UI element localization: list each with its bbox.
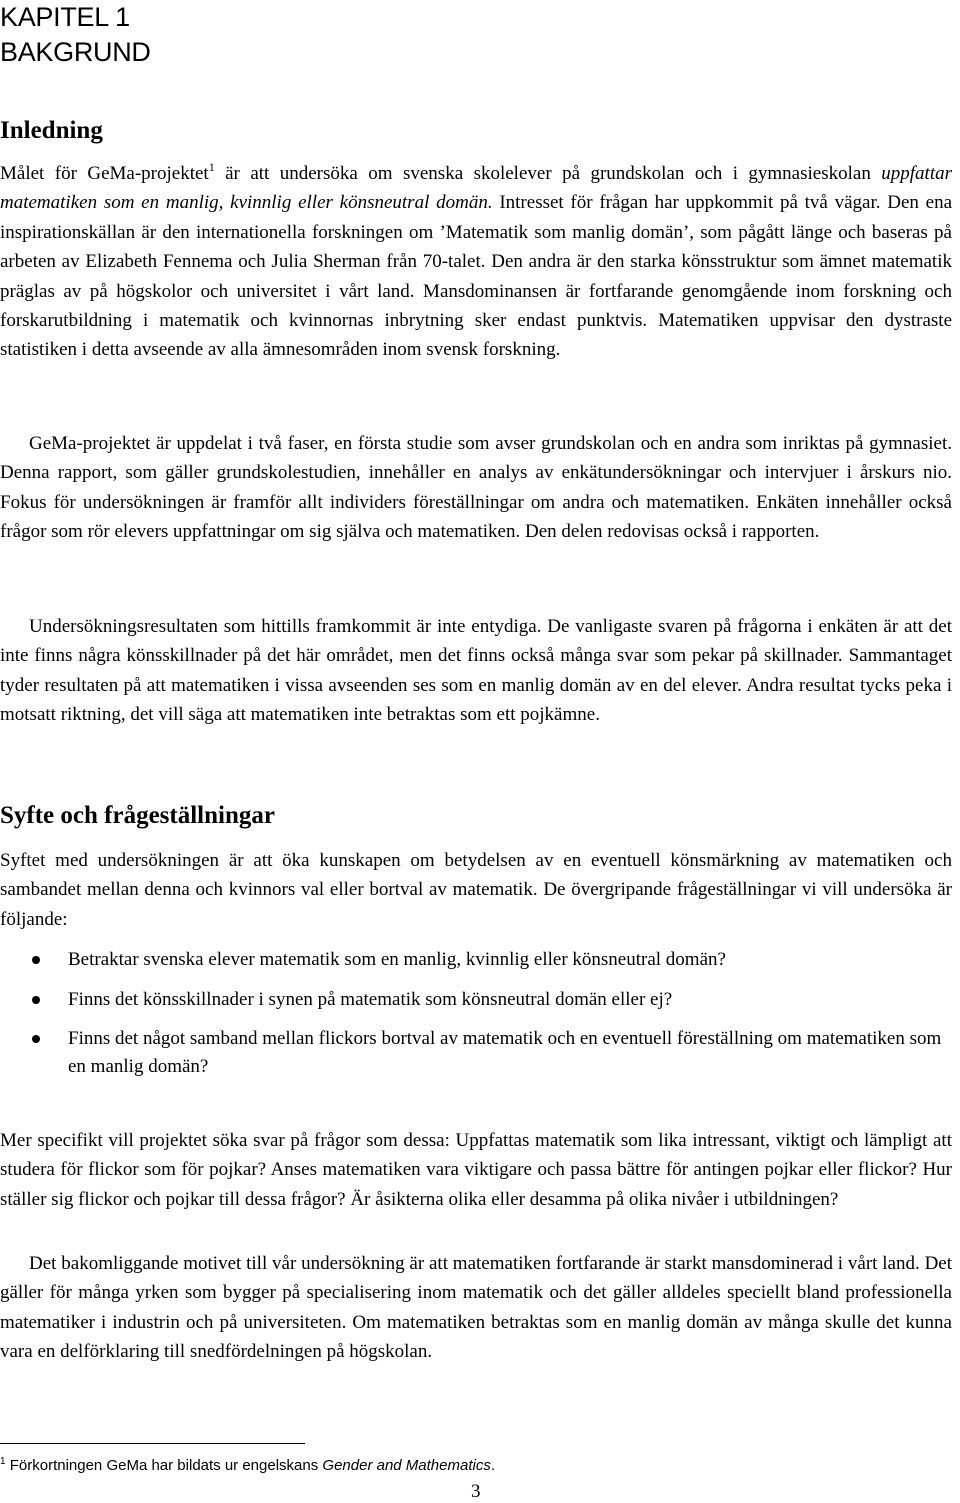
paragraph-intro: Målet för GeMa-projektet$^1$ är att undersöka om svenska skolelever på grundskolan och i gymnasieskolan uppfattar matematiken som en manlig, kvinnlig eller könsneutral domän. Intresset för frågan har uppkommit på två vägar. Den ena inspirationskällan är den internationella forskningen om ’Matematik som manlig domän’, som pågått länge och baseras på arbeten av Elizabeth Fennema och Julia Sherman från 70-talet. Den andra är den starka könsstruktur som ämnet matematik präglas av på högskolor och universitet i vårt land. Mansdominansen är fortfarande genomgående inom forskning och forskarutbildning i matematik och kvinnornas inbrytning sker endast punktvis. Matematiken uppvisar den dystraste statistiken i detta avseende av alla ämnesområden inom svensk forskning. (0, 160, 953, 361)
footnote: $^1$ Förkortningen GeMa har bildats ur engelskans Gender and Mathematics. (0, 1456, 495, 1474)
section-heading-inledning: Inledning (0, 117, 103, 144)
paragraph-purpose: Syftet med undersökningen är att öka kunskapen om betydelsen av en eventuell könsmärkning av matematiken och sambandet mellan denna och kvinnors val eller bortval av matematik. De övergripande frågeställningar vi vill undersöka är följande: (0, 850, 952, 930)
list-item: Betraktar svenska elever matematik som en manlig, kvinnlig eller könsneutral domän? (0, 946, 948, 974)
list-item: Finns det könsskillnader i synen på matematik som könsneutral domän eller ej? (0, 986, 948, 1014)
question-list (0, 946, 952, 1092)
bullet-icon (32, 1035, 40, 1043)
list-item: Finns det något samband mellan flickors bortval av matematik och en eventuell föreställning om matematiken som en manlig domän? (0, 1025, 948, 1080)
section-heading-syfte: Syfte och frågeställningar (0, 802, 275, 829)
paragraph-results: Undersökningsresultaten som hittills framkommit är inte entydiga. De vanligaste svaren på frågorna i enkäten är att det inte finns några könsskillnader på det här området, men det finns också många svar som pekar på skillnader. Sammantaget tyder resultaten på att matematiken i vissa avseenden ses som en manlig domän av en del elever. Andra resultat tycks peka i motsatt riktning, det vill säga att matematiken inte betraktas som ett pojkämne. (0, 616, 952, 726)
paragraph-motivation: Det bakomliggande motivet till vår undersökning är att matematiken fortfarande är starkt mansdominerad i vårt land. Det gäller för många yrken som bygger på specialisering inom matematik och det gäller alldeles speciellt bland professionella matematiker i industrin och på universiteten. Om matematiken betraktas som en manlig domän av många skulle det kunna vara en delförklaring till snedfördelningen på högskolan. (0, 1253, 952, 1363)
footnote-divider (0, 1443, 305, 1444)
paragraph-gema-phases: GeMa-projektet är uppdelat i två faser, en första studie som avser grundskolan och en andra som inriktas på gymnasiet. Denna rapport, som gäller grundskolestudien, innehåller en analys av enkätundersökningar och intervjuer i årskurs nio. Fokus för undersökningen är framför allt individers föreställningar om andra och matematiken. Enkäten innehåller också frågor som rör elevers uppfattningar om sig själva och matematiken. Den delen redovisas också i rapporten. (0, 433, 952, 543)
chapter-header (0, 0, 151, 70)
footnote-marker: 1 (0, 1456, 6, 1467)
bullet-icon (32, 996, 40, 1004)
chapter-number: KAPITEL 1 (0, 2, 130, 32)
bullet-icon (32, 956, 40, 964)
chapter-title: BAKGRUND (0, 37, 151, 67)
footnote-reference: 1 (208, 160, 215, 174)
paragraph-specific-questions: Mer specifikt vill projektet söka svar på frågor som dessa: Uppfattas matematik som lika intressant, viktigt och lämpligt att studera för flickor som för pojkar? Anses matematiken vara viktigare och passa bättre för antingen pojkar eller flickor? Hur ställer sig flickor och pojkar till dessa frågor? Är åsikterna olika eller desamma på olika nivåer i utbildningen? (0, 1130, 952, 1210)
page-number: 3 (471, 1481, 481, 1502)
